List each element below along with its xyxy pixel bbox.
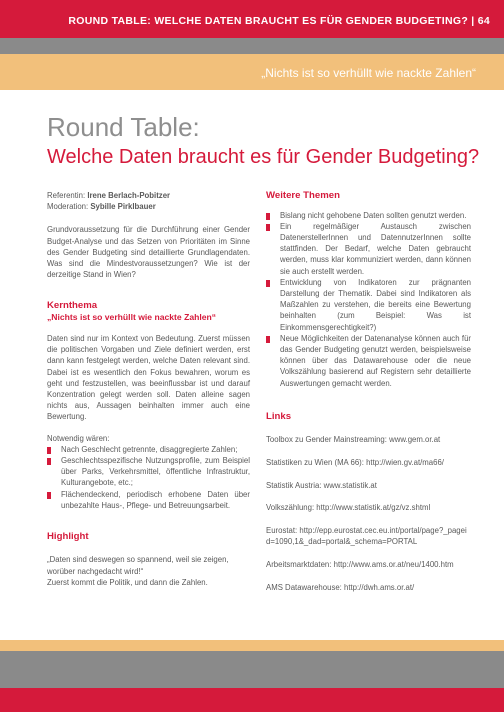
highlight-heading: Highlight bbox=[47, 530, 89, 542]
quote-band-text: „Nichts ist so verhüllt wie nackte Zahlen“ bbox=[261, 66, 476, 80]
bullet-marker bbox=[266, 336, 270, 343]
bullet-marker bbox=[47, 447, 51, 454]
bullet-marker bbox=[266, 213, 270, 220]
intro-paragraph: Grundvoraussetzung für die Durchführung einer Gender Budget-Analyse und das Setzen von Prioritäten im Sinne des Gender Budgeting sind detaillierte Grundlagendaten. Was sind die Mindestvoraussetzungen? Wie ist der derzeitige Stand in Wien? bbox=[47, 225, 250, 280]
list-item: Flächendeckend, periodisch erhobene Daten über unbezahlte Haus-, Pflege- und Betreuungsarbeit. bbox=[47, 489, 250, 511]
links-heading: Links bbox=[266, 410, 292, 422]
kernthema-subheading: „Nichts ist so verhüllt wie nackte Zahlen“ bbox=[47, 311, 217, 322]
bullet-marker bbox=[266, 224, 270, 231]
link-ams-datawarehouse[interactable]: AMS Datawarehouse: http://dwh.ams.or.at/ bbox=[266, 582, 415, 592]
list-item: Nach Geschlecht getrennte, disaggregierte Zahlen; bbox=[47, 444, 250, 455]
kernthema-heading: Kernthema bbox=[47, 300, 98, 312]
list-item: Ein regelmäßiger Austausch zwischen DatenerstellerInnen und DatennutzerInnen sollte stattfinden. Der Bedarf, welche Daten gebraucht werden, muss klar kommuniziert werden, dann können sie auch erstellt werden. bbox=[266, 221, 471, 277]
link-toolbox[interactable]: Toolbox zu Gender Mainstreaming: www.gem.or.at bbox=[266, 435, 441, 445]
highlight-quote: „Daten sind deswegen so spannend, weil sie zeigen, worüber nachgedacht wird!“ bbox=[47, 555, 229, 576]
list-item: Bislang nicht gehobene Daten sollten genutzt werden. bbox=[266, 210, 471, 221]
bullet-marker bbox=[47, 492, 51, 499]
links-list bbox=[266, 434, 471, 593]
kernthema-paragraph: Daten sind nur im Kontext von Bedeutung. Zuerst müssen die politischen Vorgaben und Ziele definiert werden, erst dann kann festgelegt werden, welche Daten relevant sind. Dabei ist es wesentlich den Fokus bewahren, worum es geht und festzustellen, was beeinflussbar ist und darauf Konzentration gelegt werden soll. Daten alleine sagen nichts aus, Aussagen beinhalten immer auch eine Bewertung. bbox=[47, 333, 250, 422]
bullet-marker bbox=[266, 280, 270, 287]
footer-grey-band bbox=[0, 651, 504, 688]
moderation-name: Sybille Pirklbauer bbox=[90, 202, 156, 212]
link-eurostat[interactable]: Eurostat: http://epp.eurostat.cec.eu.int/portal/page?_pageid=1090,1&_dad=portal&_schema=PORTAL bbox=[266, 526, 467, 547]
link-arbeitsmarktdaten[interactable]: Arbeitsmarktdaten: http://www.ams.or.at/neu/1400.htm bbox=[266, 559, 454, 569]
left-column bbox=[47, 190, 250, 588]
link-volkszaehlung[interactable]: Volkszählung: http://www.statistik.at/gz/vz.shtml bbox=[266, 503, 431, 513]
themen-list bbox=[266, 210, 471, 389]
page-title: Round Table: bbox=[47, 112, 200, 142]
notwendig-list bbox=[47, 444, 250, 511]
moderation-label: Moderation: bbox=[47, 202, 91, 212]
notwendig-intro: Notwendig wären: bbox=[47, 433, 110, 443]
running-header: ROUND TABLE: WELCHE DATEN BRAUCHT ES FÜR GENDER BUDGETING? | 64 bbox=[68, 15, 490, 27]
page-subtitle: Welche Daten braucht es für Gender Budgeting? bbox=[47, 146, 480, 168]
themen-heading: Weitere Themen bbox=[266, 190, 340, 201]
footer-red-band bbox=[0, 688, 504, 712]
highlight-text: Zuerst kommt die Politik, und dann die Zahlen. bbox=[47, 577, 208, 587]
footer-orange-band bbox=[0, 640, 504, 651]
moderation-line bbox=[47, 201, 250, 212]
referentin-name: Irene Berlach-Pobitzer bbox=[87, 191, 171, 200]
link-statistik-austria[interactable]: Statistik Austria: www.statistik.at bbox=[266, 480, 377, 490]
list-item: Entwicklung von Indikatoren zur prägnanten Darstellung der Thematik. Dabei sind Indikatoren als Maßzahlen zu verstehen, die bereits eine Bewertung beinhalten (zum Beispiel: Was ist Einkommensgerechtigkeit?) bbox=[266, 277, 471, 333]
right-column bbox=[266, 190, 471, 604]
link-statistiken-wien[interactable]: Statistiken zu Wien (MA 66): http://wien.gv.at/ma66/ bbox=[266, 457, 444, 467]
bullet-marker bbox=[47, 458, 51, 465]
referentin-label: Referentin: bbox=[47, 191, 88, 200]
list-item: Geschlechtsspezifische Nutzungsprofile, zum Beispiel über Parks, Verkehrsmittel, öffentliche Infrastruktur, Kulturangebote, etc.; bbox=[47, 455, 250, 489]
referentin-line bbox=[47, 190, 250, 201]
grey-band bbox=[0, 38, 504, 54]
list-item: Neue Möglichkeiten der Datenanalyse können auch für das Gender Budgeting genutzt werden, beispielsweise können über das Datawarehouse oder die neue Volkszählung basierend auf Registern sehr detaillierte Auswertungen gemacht werden. bbox=[266, 333, 471, 389]
